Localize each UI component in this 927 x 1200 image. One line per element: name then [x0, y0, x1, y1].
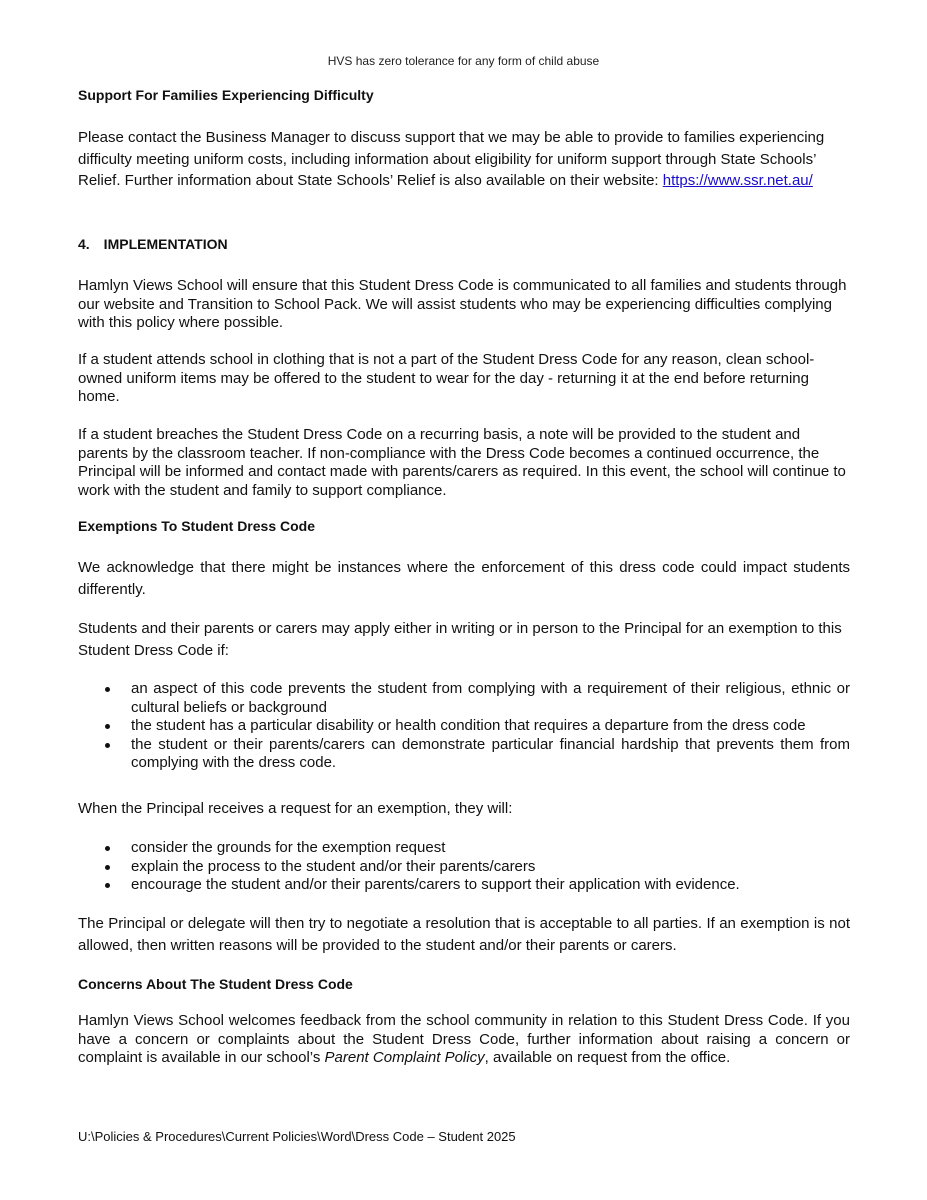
exemptions-paragraph-4: The Principal or delegate will then try to negotiate a resolution that is acceptable to all parties. If an exemption is not allowed, then written reasons will be provided to the student and/or their parents or carers. — [78, 915, 850, 954]
list-item — [78, 717, 850, 736]
exemption-conditions-list — [78, 680, 850, 773]
list-item — [78, 876, 850, 895]
list-item-text: encourage the student and/or their parents/carers to support their application with evidence. — [131, 876, 740, 893]
list-item-text: explain the process to the student and/or their parents/carers — [131, 857, 536, 875]
concerns-paragraph — [78, 1012, 850, 1068]
bullet-icon — [105, 724, 110, 729]
list-item-text: an aspect of this code prevents the student from complying with a requirement of their religious, ethnic or cultural beliefs or background — [131, 680, 850, 716]
support-paragraph — [78, 127, 850, 192]
list-item-text: the student has a particular disability or health condition that requires a departure from the dress code — [131, 717, 806, 734]
exemptions-paragraph-3: When the Principal receives a request for an exemption, they will: — [78, 800, 513, 817]
bullet-icon — [105, 743, 110, 748]
bullet-icon — [105, 846, 110, 851]
bullet-icon — [105, 883, 110, 888]
concerns-text-before: Hamlyn Views School welcomes feedback from the school community in relation to this Student Dress Code. If you have a concern or complaints about the Student Dress Code, further information about raising a concern or complaint is available in our school’s — [78, 1012, 850, 1066]
implementation-paragraph-1: Hamlyn Views School will ensure that this Student Dress Code is communicated to all families and students through our website and Transition to School Pack. We will assist students who may be experiencing difficulties complying with this policy where possible. — [78, 277, 847, 331]
page-header: HVS has zero tolerance for any form of child abuse — [327, 54, 600, 68]
exemption-steps-list — [78, 839, 850, 895]
exemptions-paragraph-1: We acknowledge that there might be instances where the enforcement of this dress code could impact students differently. — [78, 559, 850, 598]
list-item — [78, 839, 850, 858]
exemptions-heading: Exemptions To Student Dress Code — [78, 518, 315, 534]
list-item — [78, 736, 850, 773]
support-paragraph-text: Please contact the Business Manager to discuss support that we may be able to provide to families experiencing difficulty meeting uniform costs, including information about eligibility for uniform support through State Schools’ Relief. Further information about State Schools’ Relief is also available on their website: — [78, 129, 825, 189]
page-footer: U:\Policies & Procedures\Current Policies\Word\Dress Code – Student 2025 — [78, 1129, 516, 1144]
parent-complaint-policy-title: Parent Complaint Policy — [324, 1049, 485, 1066]
concerns-heading: Concerns About The Student Dress Code — [78, 976, 353, 992]
exemptions-paragraph-2: Students and their parents or carers may apply either in writing or in person to the Principal for an exemption to this Student Dress Code if: — [78, 620, 842, 659]
bullet-icon — [105, 865, 110, 870]
implementation-paragraph-3: If a student breaches the Student Dress Code on a recurring basis, a note will be provided to the student and parents by the classroom teacher. If non-compliance with the Dress Code becomes a continued occurrence, the Principal will be informed and contact made with parents/carers as required. In this event, the school will continue to work with the student and family to support compliance. — [78, 426, 846, 499]
implementation-heading: 4. IMPLEMENTATION — [78, 236, 228, 252]
implementation-paragraph-2: If a student attends school in clothing that is not a part of the Student Dress Code for any reason, clean school-owned uniform items may be offered to the student to wear for the day - returning it at the end before returning home. — [78, 351, 815, 405]
list-item — [78, 680, 850, 717]
ssr-website-link[interactable]: https://www.ssr.net.au/ — [662, 172, 813, 189]
list-item — [78, 858, 850, 877]
list-item-text: the student or their parents/carers can demonstrate particular financial hardship that prevents them from complying with the dress code. — [131, 735, 850, 771]
concerns-text-after: , available on request from the office. — [484, 1049, 731, 1066]
bullet-icon — [105, 687, 110, 692]
support-heading: Support For Families Experiencing Difficulty — [78, 87, 374, 103]
list-item-text: consider the grounds for the exemption request — [131, 839, 446, 856]
